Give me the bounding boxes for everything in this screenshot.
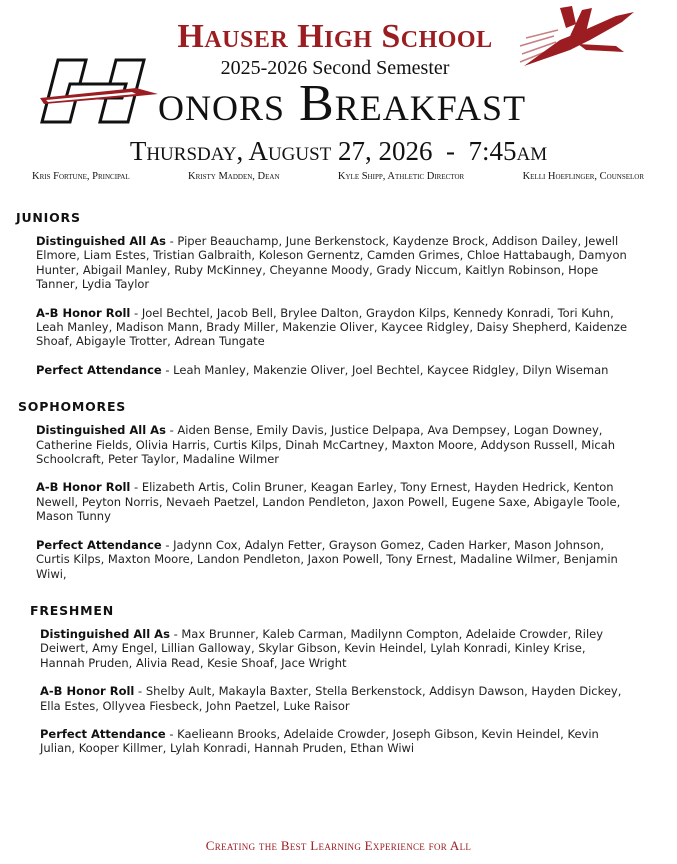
award-label: Perfect Attendance	[40, 726, 166, 741]
award-ab-honor-roll	[40, 684, 630, 713]
staff-principal: Kris Fortune, Principal	[32, 171, 130, 182]
award-label: Perfect Attendance	[36, 537, 162, 552]
honor-lists	[0, 210, 677, 770]
award-names: - Piper Beauchamp, June Berkenstock, Kaydenze Brock, Addison Dailey, Jewell Elmore, Liam Estes, Tristian Galbraith, Koleson Gernentz, Camden Grimes, Chloe Hattabaugh, Damyon Hunter, Abigail Manley, Ruby McKinney, Cheyanne Moody, Grady Niccum, Kaitlyn Robinson, Hope Tanner, Lydia Taylor	[36, 234, 627, 292]
award-distinguished-all-as	[36, 423, 636, 466]
award-distinguished-all-as	[36, 234, 636, 292]
award-names: - Kaelieann Brooks, Adelaide Crowder, Joseph Gibson, Kevin Heindel, Kevin Julian, Kooper Killmer, Lylah Konradi, Hannah Pruden, Ethan Wiwi	[40, 726, 599, 756]
award-label: Distinguished All As	[36, 423, 166, 438]
award-label: A-B Honor Roll	[36, 305, 131, 320]
award-names: - Elizabeth Artis, Colin Bruner, Keagan Earley, Tony Ernest, Hayden Hedrick, Kenton Newell, Peyton Norris, Nevaeh Paetzel, Landon Pendleton, Jaxon Powell, Eugene Saxe, Abigayle Toole, Mason Tunny	[36, 480, 621, 524]
award-names: - Max Brunner, Kaleb Carman, Madilynn Compton, Adelaide Crowder, Riley Deiwert, Amy Engel, Lillian Galloway, Skylar Gibson, Kevin Heindel, Lylah Konradi, Kinley Krise, Hannah Pruden, Alivia Read, Kesie Shoaf, Jace Wright	[40, 626, 604, 670]
award-ab-honor-roll	[36, 306, 636, 349]
award-label: Perfect Attendance	[36, 362, 162, 377]
staff-dean: Kristy Madden, Dean	[188, 171, 280, 182]
page-header	[0, 0, 677, 200]
award-label: A-B Honor Roll	[36, 480, 131, 495]
grade-heading: SOPHOMORES	[18, 399, 127, 415]
grade-section-sophomores	[18, 399, 677, 581]
event-title: onors Breakfast	[158, 75, 527, 132]
award-perfect-attendance	[36, 538, 636, 581]
semester-label: 2025-2026 Second Semester	[220, 57, 450, 79]
award-label: A-B Honor Roll	[40, 684, 135, 699]
award-names: - Jadynn Cox, Adalyn Fetter, Grayson Gomez, Caden Harker, Mason Johnson, Curtis Kilps, Maxton Moore, Landon Pendleton, Jaxon Powell, Tony Ernest, Madaline Wilmer, Benjamin Wiwi,	[36, 537, 618, 581]
award-names: - Aiden Bense, Emily Davis, Justice Delpapa, Ava Dempsey, Logan Downey, Catherine Fields, Olivia Harris, Curtis Kilps, Dinah McCartney, Maxton Moore, Addyson Russell, Micah Schoolcraft, Peter Taylor, Madaline Wilmer	[36, 423, 616, 467]
award-names: - Shelby Ault, Makayla Baxter, Stella Berkenstock, Addisyn Dawson, Hayden Dickey, Ella Estes, Ollyvea Fiesbeck, John Paetzel, Luke Raisor	[40, 684, 622, 713]
award-label: Distinguished All As	[36, 234, 166, 248]
staff-list	[32, 171, 644, 182]
award-distinguished-all-as	[40, 627, 630, 670]
award-ab-honor-roll	[36, 480, 636, 523]
award-perfect-attendance	[40, 727, 630, 756]
award-perfect-attendance	[36, 363, 636, 377]
grade-heading: FRESHMEN	[30, 602, 115, 618]
grade-section-juniors	[16, 210, 677, 377]
footer-tagline: Creating the Best Learning Experience for All	[205, 838, 472, 853]
award-names: - Joel Bechtel, Jacob Bell, Brylee Dalton, Graydon Kilps, Kennedy Konradi, Tori Kuhn, Leah Manley, Madison Mann, Brady Miller, Makenzie Oliver, Kaycee Ridgley, Daisy Shepherd, Kaidenze Shoaf, Abigayle Trotter, Adrean Tungate	[36, 305, 628, 349]
fighter-jet-icon	[520, 6, 638, 70]
award-names: - Leah Manley, Makenzie Oliver, Joel Bechtel, Kaycee Ridgley, Dilyn Wiseman	[161, 362, 609, 377]
staff-athletic-director: Kyle Shipp, Athletic Director	[337, 171, 465, 182]
hauser-h-logo-icon	[40, 54, 158, 128]
school-name: Hauser High School	[177, 18, 493, 55]
grade-section-freshmen	[30, 603, 677, 756]
award-label: Distinguished All As	[40, 626, 170, 641]
event-date: Thursday, August 27, 2026 - 7:45am	[129, 136, 548, 166]
staff-counselor: Kelli Hoeflinger, Counselor	[522, 171, 644, 182]
grade-heading: JUNIORS	[16, 210, 81, 225]
